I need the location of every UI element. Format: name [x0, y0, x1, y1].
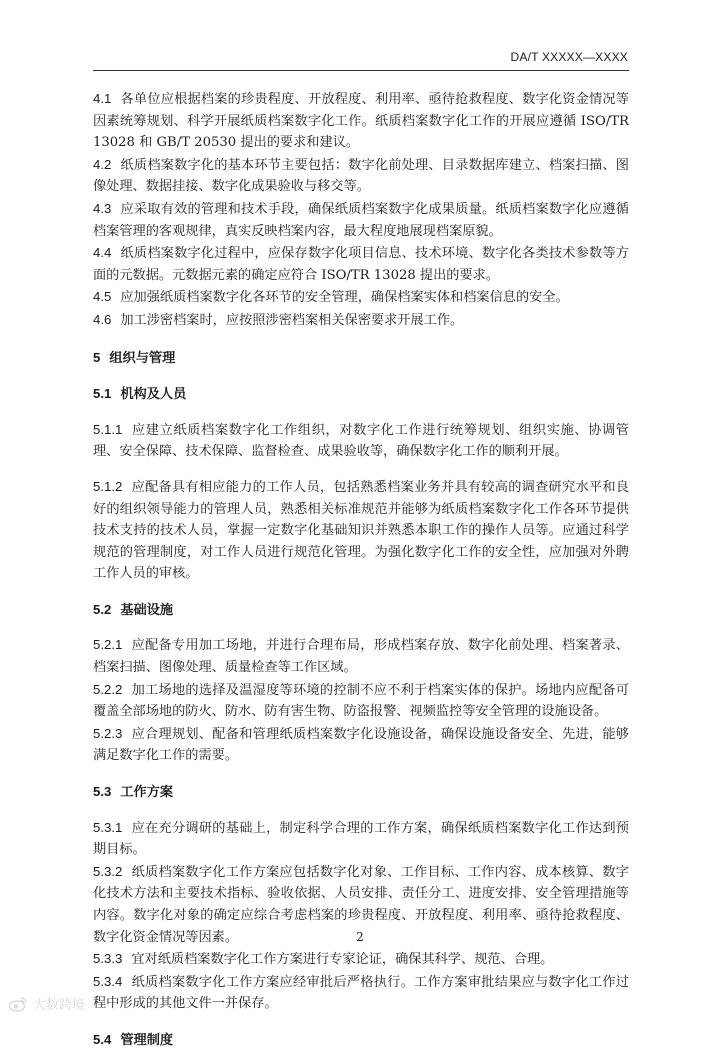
clause-number: 4.4: [93, 245, 112, 261]
clause-number: 4.1: [93, 91, 112, 106]
clause-4-1: [93, 88, 629, 154]
clause-text: 应采取有效的管理和技术手段，确保纸质档案数字化成果质量。纸质档案数字化应遵循档案管理的客观规律，真实反映档案内容，最大程度地展现档案原貌。: [93, 201, 629, 239]
clause-number: 5.2.1: [93, 637, 123, 653]
clause-number: 5.3.3: [93, 951, 123, 967]
section-number: 5: [93, 349, 101, 365]
clause-text: 宜对纸质档案数字化工作方案进行专家论证，确保其科学、规范、合理。: [131, 952, 554, 968]
subsection-heading-5-1: [93, 383, 629, 406]
section-title: 组织与管理: [109, 350, 176, 366]
document-code: DA/T XXXXX—XXXX: [510, 50, 628, 64]
clause-text: 应配备专用加工场地，并进行合理布局，形成档案存放、数字化前处理、档案著录、档案扫描、图像处理、质量检查等工作区域。: [93, 638, 629, 676]
clause-text: 纸质档案数字化的基本环节主要包括：数字化前处理、目录数据库建立、档案扫描、图像处理、数据挂接、数字化成果验收与移交等。: [93, 157, 629, 195]
subsection-number: 5.3: [93, 784, 112, 800]
clause-text: 应配备具有相应能力的工作人员，包括熟悉档案业务并具有较高的调查研究水平和良好的组织领导能力的管理人员，熟悉相关标准规范并能够为纸质档案数字化工作各环节提供技术支持的技术人员，掌握一定数字化基础知识并熟悉本职工作的操作人员等。应通过科学规范的管理制度，对工作人员进行规范化管理。为强化数字化工作的安全性，应加强对外聘工作人员的审核。: [93, 479, 629, 582]
subsection-heading-5-2: [93, 599, 629, 622]
clause-number: 5.2.3: [93, 725, 123, 741]
clause-text: 加工场地的选择及温湿度等环境的控制不应不利于档案实体的保护。场地内应配备可覆盖全部场地的防火、防水、防有害生物、防盗报警、视频监控等安全管理的设施设备。: [93, 682, 629, 720]
clause-number: 5.1.1: [93, 421, 123, 437]
clause-number: 4.3: [93, 200, 112, 216]
watermark-text: 大数跨境: [33, 998, 86, 1013]
clause-4-6: [93, 309, 629, 332]
weibo-logo-icon: [8, 996, 28, 1012]
clause-5-2-1: [93, 634, 629, 678]
clause-text: 纸质档案数字化过程中，应保存数字化项目信息、技术环境、数字化各类技术参数等方面的元数据。元数据元素的确定应符合 ISO/TR 13028 提出的要求。: [93, 246, 629, 283]
clause-4-4: [93, 242, 629, 286]
clause-4-3: [93, 198, 629, 242]
subsection-title: 机构及人员: [120, 387, 187, 403]
subsection-heading-5-4: [93, 1029, 629, 1052]
clause-5-2-2: [93, 679, 629, 723]
clause-text: 各单位应根据档案的珍贵程度、开放程度、利用率、亟待抢救程度、数字化资金情况等因素统筹规划、科学开展纸质档案数字化工作。纸质档案数字化工作的开展应遵循 ISO/TR 13028 和 GB/T 20530 提出的要求和建议。: [93, 92, 629, 151]
clause-text: 纸质档案数字化工作方案应经审批后严格执行。工作方案审批结果应与数字化工作过程中形成的其他文件一并保存。: [93, 974, 629, 1012]
clause-text: 加工涉密档案时，应按照涉密档案相关保密要求开展工作。: [120, 312, 464, 328]
clause-4-5: [93, 286, 629, 309]
clause-text: 应在充分调研的基础上，制定科学合理的工作方案，确保纸质档案数字化工作达到预期目标。: [93, 820, 629, 858]
clause-5-3-3: [93, 948, 629, 971]
document-body: [93, 88, 629, 1052]
clause-number: 5.1.2: [93, 478, 123, 494]
subsection-number: 5.1: [93, 386, 112, 402]
page-number: 2: [356, 930, 364, 944]
clause-5-1-2: [93, 476, 629, 585]
clause-text: 纸质档案数字化工作方案应包括数字化对象、工作目标、工作内容、成本核算、数字化技术方法和主要技术指标、验收依据、人员安排、责任分工、进度安排、安全管理措施等内容。数字化对象的确定应综合考虑档案的珍贵程度、开放程度、利用率、亟待抢救程度、数字化资金情况等因素。: [93, 864, 629, 945]
clause-4-2: [93, 154, 629, 198]
clause-number: 5.3.1: [93, 819, 123, 835]
subsection-number: 5.2: [93, 601, 112, 617]
clause-number: 5.3.4: [93, 973, 123, 989]
clause-number: 5.2.2: [93, 681, 123, 697]
header-divider: [93, 70, 629, 71]
clause-text: 应建立纸质档案数字化工作组织，对数字化工作进行统筹规划、组织实施、协调管理、安全保障、技术保障、监督检查、成果验收等，确保数字化工作的顺利开展。: [93, 422, 629, 460]
clause-text: 应加强纸质档案数字化各环节的安全管理，确保档案实体和档案信息的安全。: [120, 290, 569, 306]
watermark: [8, 994, 85, 1013]
subsection-title: 管理制度: [120, 1032, 174, 1048]
subsection-title: 工作方案: [120, 785, 174, 801]
clause-5-2-3: [93, 723, 629, 767]
clause-5-1-1: [93, 419, 629, 463]
subsection-heading-5-3: [93, 781, 629, 804]
clause-number: 4.2: [93, 156, 112, 172]
clause-number: 4.5: [93, 289, 112, 305]
clause-5-3-4: [93, 971, 629, 1015]
subsection-number: 5.4: [93, 1031, 112, 1047]
clause-number: 5.3.2: [93, 863, 123, 879]
clause-number: 4.6: [93, 311, 112, 327]
section-heading-5: [93, 347, 629, 370]
subsection-title: 基础设施: [120, 602, 174, 618]
clause-text: 应合理规划、配备和管理纸质档案数字化设施设备，确保设施设备安全、先进，能够满足数字化工作的需要。: [93, 726, 629, 764]
clause-5-3-1: [93, 817, 629, 861]
